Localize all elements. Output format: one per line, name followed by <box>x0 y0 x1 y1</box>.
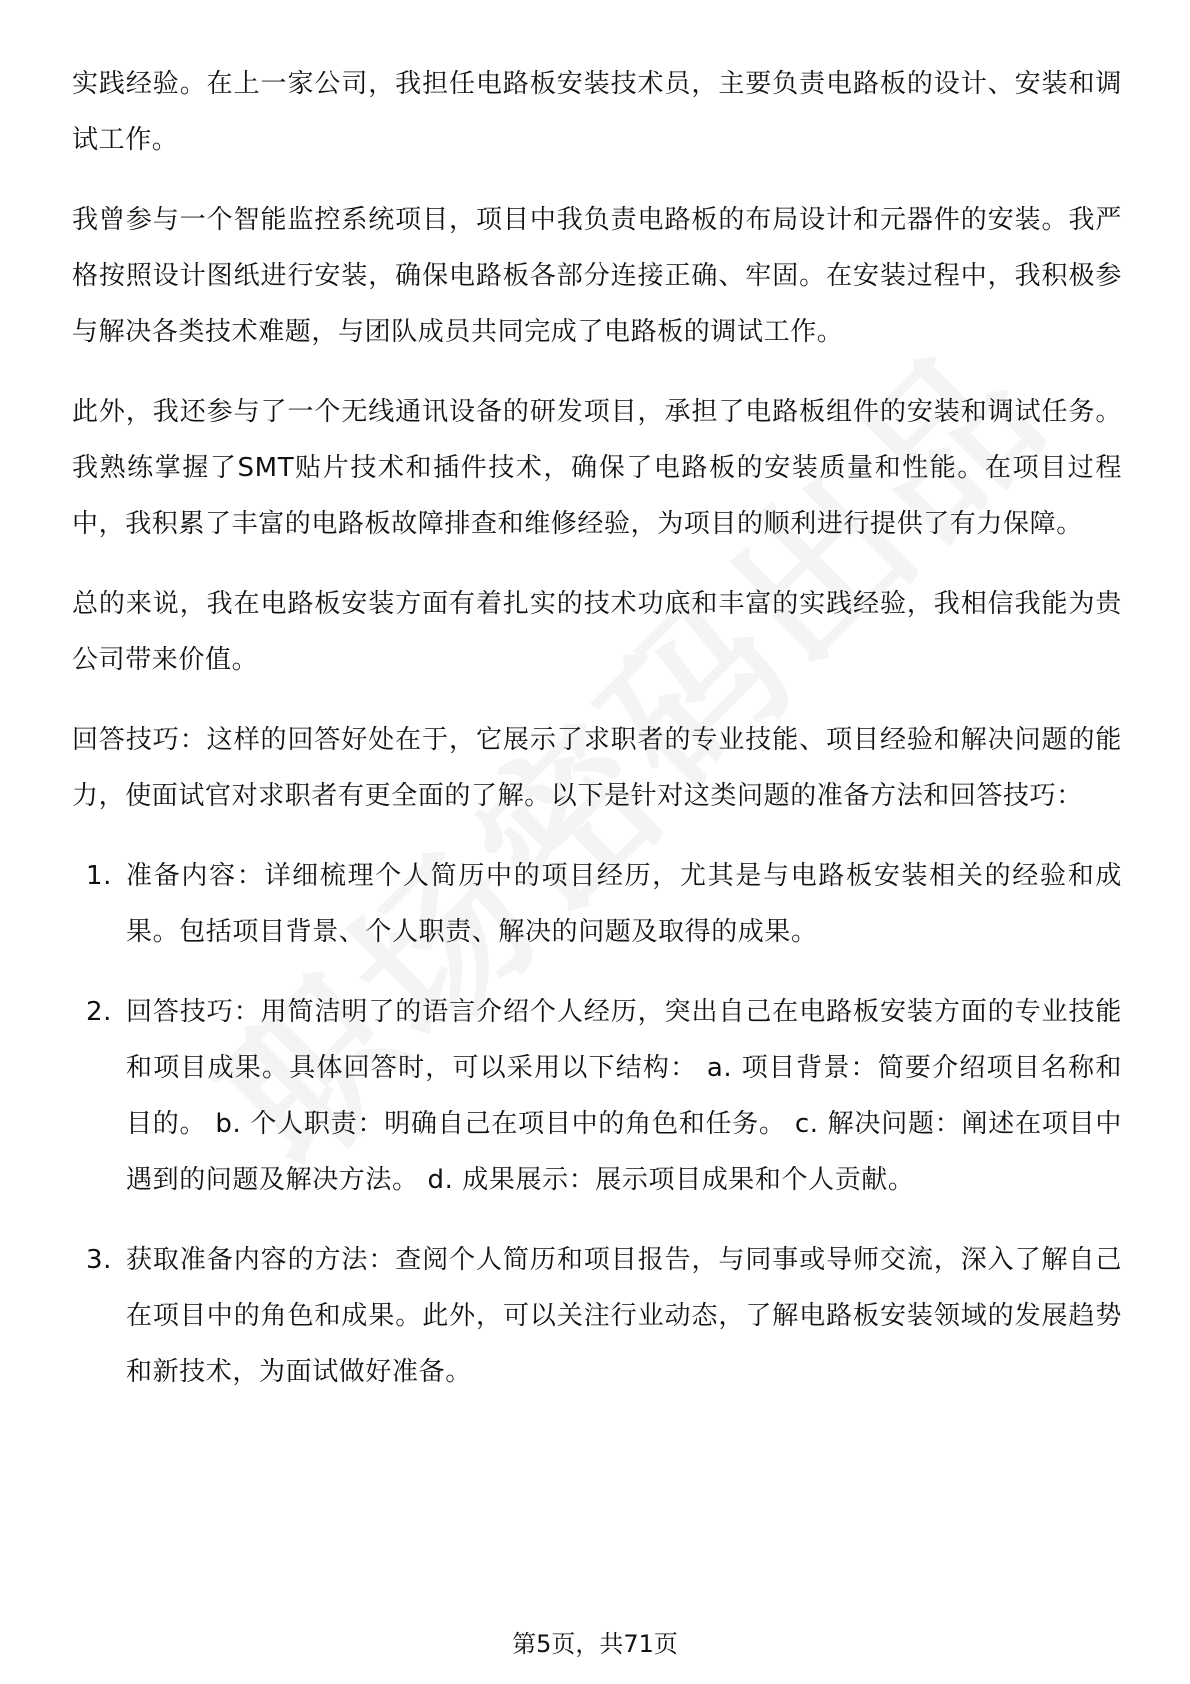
document-body <box>72 56 1122 1424</box>
list-item-text: 回答技巧：用简洁明了的语言介绍个人经历，突出自己在电路板安装方面的专业技能和项目成果。具体回答时，可以采用以下结构： a. 项目背景：简要介绍项目名称和目的。 b. 个人职责：明确自己在项目中的角色和任务。 c. 解决问题：阐述在项目中遇到的问题及解决方法。 d. 成果展示：展示项目成果和个人贡献。 <box>126 997 1122 1195</box>
list-item-text: 获取准备内容的方法：查阅个人简历和项目报告，与同事或导师交流，深入了解自己在项目中的角色和成果。此外，可以关注行业动态，了解电路板安装领域的发展趋势和新技术，为面试做好准备。 <box>126 1245 1122 1387</box>
list-item <box>72 1232 1122 1400</box>
paragraph-monitoring-project: 我曾参与一个智能监控系统项目，项目中我负责电路板的布局设计和元器件的安装。我严格按照设计图纸进行安装，确保电路板各部分连接正确、牢固。在安装过程中，我积极参与解决各类技术难题，与团队成员共同完成了电路板的调试工作。 <box>72 205 1122 347</box>
page-number-footer: 第5页，共71页 <box>512 1630 678 1658</box>
list-item-number: 3. <box>86 1245 113 1275</box>
paragraph-answer-tips: 回答技巧：这样的回答好处在于，它展示了求职者的专业技能、项目经验和解决问题的能力，使面试官对求职者有更全面的了解。以下是针对这类问题的准备方法和回答技巧： <box>72 725 1122 811</box>
list-item <box>72 984 1122 1208</box>
list-item-number: 2. <box>86 997 113 1027</box>
paragraph-experience-intro: 实践经验。在上一家公司，我担任电路板安装技术员，主要负责电路板的设计、安装和调试工作。 <box>72 69 1122 155</box>
tips-list <box>72 848 1122 1400</box>
list-item-number: 1. <box>86 861 113 891</box>
paragraph-wireless-project: 此外，我还参与了一个无线通讯设备的研发项目，承担了电路板组件的安装和调试任务。我熟练掌握了SMT贴片技术和插件技术，确保了电路板的安装质量和性能。在项目过程中，我积累了丰富的电路板故障排查和维修经验，为项目的顺利进行提供了有力保障。 <box>72 397 1122 539</box>
list-item-text: 准备内容：详细梳理个人简历中的项目经历，尤其是与电路板安装相关的经验和成果。包括项目背景、个人职责、解决的问题及取得的成果。 <box>126 861 1122 947</box>
list-item <box>72 848 1122 960</box>
paragraph-summary: 总的来说，我在电路板安装方面有着扎实的技术功底和丰富的实践经验，我相信我能为贵公司带来价值。 <box>72 589 1122 675</box>
